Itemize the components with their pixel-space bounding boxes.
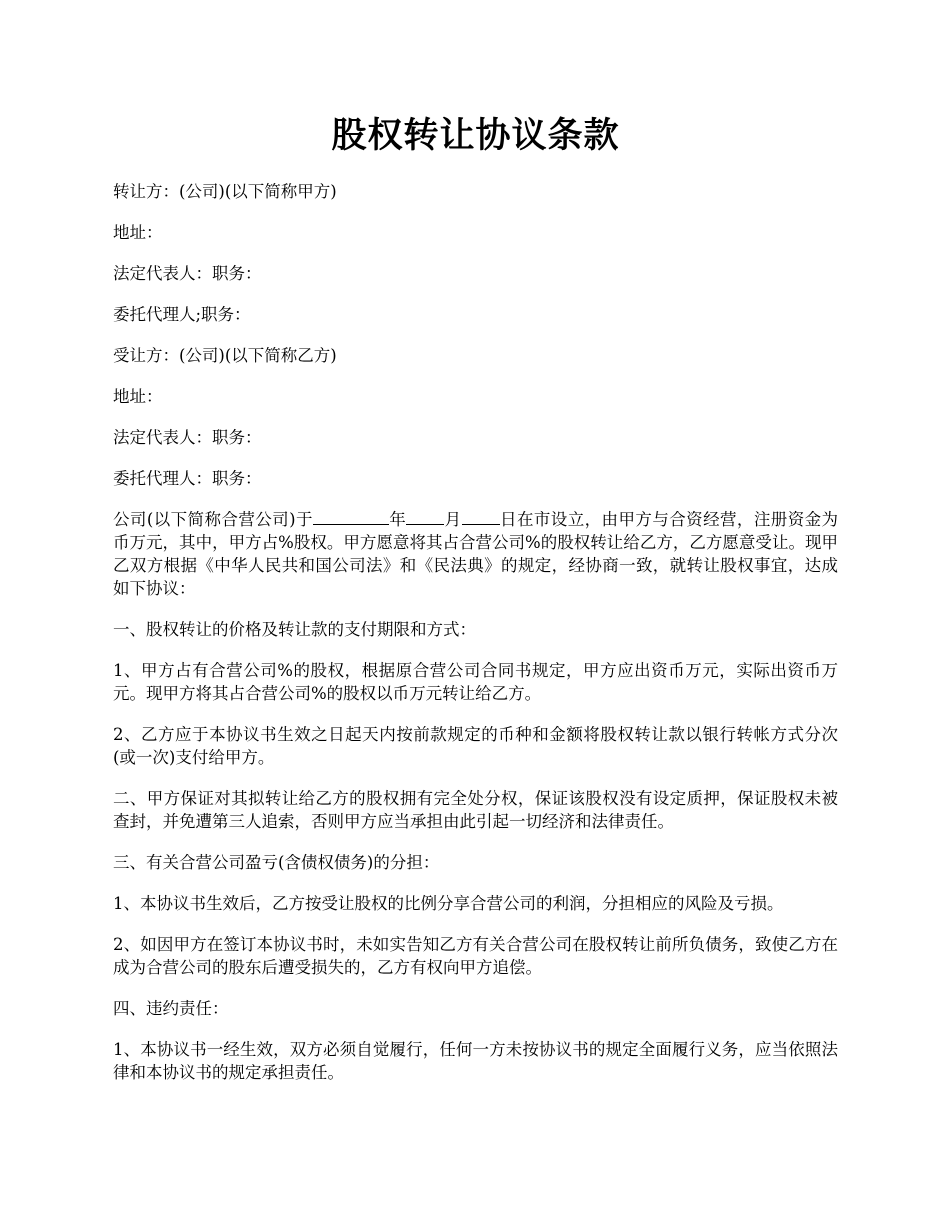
clause-liability-item-1: 1、本协议书一经生效，双方必须自觉履行，任何一方未按协议书的规定全面履行义务，应当依照法律和本协议书的规定承担责任。 <box>113 1040 838 1082</box>
intro-text-4: 日在市设立，由甲方与合资经营，注册资金为币万元，其中，甲方占%股权。甲方愿意将其占合营公司%的股权转让给乙方，乙方愿意受让。现甲乙双方根据《中华人民共和国公司法》和《民法典》的规定，经协商一致，就转让股权事宜，达成如下协议： <box>113 510 839 598</box>
clause-profit-loss-item-1: 1、本协议书生效后，乙方按受让股权的比例分享合营公司的利润，分担相应的风险及亏损。 <box>113 894 784 913</box>
clause-profit-loss-item-2: 2、如因甲方在签订本协议书时，未如实告知乙方有关合营公司在股权转让前所负债务，致使乙方在成为合营公司的股东后遭受损失的，乙方有权向甲方追偿。 <box>113 935 838 977</box>
intro-text-1: 公司(以下简称合营公司)于 <box>113 510 313 529</box>
transferee-agent-line: 委托代理人：职务： <box>113 469 262 488</box>
clause-warranty: 二、甲方保证对其拟转让给乙方的股权拥有完全处分权，保证该股权没有设定质押，保证股权未被查封，并免遭第三人追索，否则甲方应当承担由此引起一切经济和法律责任。 <box>113 789 838 831</box>
document-title: 股权转让协议条款 <box>331 115 620 156</box>
year-blank <box>313 508 389 525</box>
day-blank <box>462 508 500 525</box>
transferee-legal-rep-line: 法定代表人：职务： <box>113 428 262 447</box>
clause-heading-price: 一、股权转让的价格及转让款的支付期限和方式： <box>113 620 476 639</box>
intro-paragraph <box>113 508 838 600</box>
transferee-address-line: 地址： <box>113 387 163 406</box>
month-blank <box>406 508 444 525</box>
transferor-agent-line: 委托代理人;职务： <box>113 305 251 324</box>
clause-heading-profit-loss: 三、有关合营公司盈亏(含债权债务)的分担： <box>113 853 440 872</box>
transferee-line: 受让方：(公司)(以下简称乙方) <box>113 346 337 365</box>
clause-heading-liability: 四、违约责任： <box>113 999 229 1018</box>
clause-price-item-1: 1、甲方占有合营公司%的股权，根据原合营公司合同书规定，甲方应出资币万元，实际出资币万元。现甲方将其占合营公司%的股权以币万元转让给乙方。 <box>113 661 838 703</box>
transferor-address-line: 地址： <box>113 223 163 242</box>
transferor-legal-rep-line: 法定代表人：职务： <box>113 264 262 283</box>
intro-text-3: 月 <box>444 510 462 529</box>
transferor-line: 转让方：(公司)(以下简称甲方) <box>113 182 337 201</box>
clause-price-item-2: 2、乙方应于本协议书生效之日起天内按前款规定的币种和金额将股权转让款以银行转帐方式分次(或一次)支付给甲方。 <box>113 725 838 767</box>
intro-text-2: 年 <box>388 510 407 529</box>
